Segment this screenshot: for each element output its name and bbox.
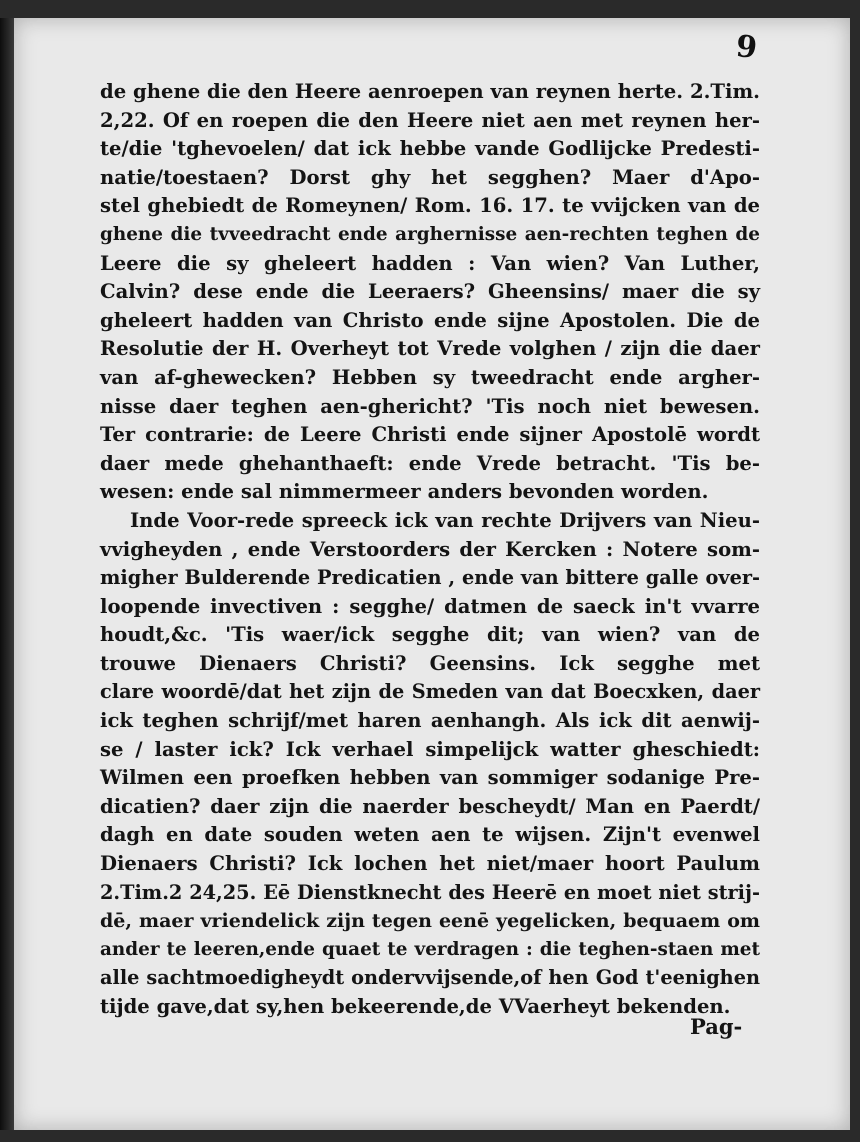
- text-line: ghene die tvveedracht ende arghernisse aen-rechten teghen de: [100, 223, 760, 245]
- text-line: dagh en date souden weten aen te wijsen. Zijn't evenwel: [100, 823, 760, 847]
- text-line: te/die 'tghevoelen/ dat ick hebbe vande Godlijcke Predesti-: [100, 137, 760, 161]
- text-line: houdt,&c. 'Tis waer/ick segghe dit; van wien? van de: [100, 623, 760, 647]
- text-line: Ter contrarie: de Leere Christi ende sijner Apostolē wordt: [100, 423, 760, 447]
- text-line: alle sachtmoedigheydt ondervvijsende,of hen God t'eenighen: [100, 966, 760, 990]
- page-number: 9: [734, 29, 759, 66]
- text-line: 2.Tim.2 24,25. Eē Dienstknecht des Heerē en moet niet strij-: [100, 880, 760, 904]
- text-line: 2,22. Of en roepen die den Heere niet aen met reynen her-: [100, 108, 760, 132]
- text-line: daer mede ghehanthaeft: ende Vrede betracht. 'Tis be-: [100, 451, 760, 475]
- text-line: van af-ghewecken? Hebben sy tweedracht ende argher-: [100, 365, 760, 389]
- book-gutter: [0, 18, 14, 1130]
- text-line: Dienaers Christi? Ick lochen het niet/maer hoort Paulum: [100, 852, 760, 876]
- text-line: migher Bulderende Predicatien , ende van bittere galle over-: [100, 566, 760, 590]
- text-line: natie/toestaen? Dorst ghy het segghen? Maer d'Apo-: [100, 165, 760, 189]
- text-line: se / laster ick? Ick verhael simpelijck watter gheschiedt:: [100, 737, 760, 761]
- text-line: Resolutie der H. Overheyt tot Vrede volghen / zijn die daer: [100, 337, 760, 361]
- text-line: nisse daer teghen aen-ghericht? 'Tis noch niet bewesen.: [100, 394, 760, 418]
- text-line: clare woordē/dat het zijn de Smeden van dat Boecxken, daer: [100, 680, 760, 704]
- text-line: Wilmen een proefken hebben van sommiger sodanige Pre-: [100, 766, 760, 790]
- text-line: stel ghebiedt de Romeynen/ Rom. 16. 17. te vvijcken van de: [100, 194, 760, 218]
- text-line: gheleert hadden van Christo ende sijne Apostolen. Die de: [100, 308, 760, 332]
- catchword: Pag-: [690, 1014, 743, 1039]
- text-line: de ghene die den Heere aenroepen van reynen herte. 2.Tim.: [100, 80, 760, 103]
- text-line: tijde gave,dat sy,hen bekeerende,de VVaerheyt bekenden.: [100, 995, 731, 1018]
- text-line: Inde Voor-rede spreeck ick van rechte Drijvers van Nieu-: [130, 508, 760, 532]
- text-line: dicatien? daer zijn die naerder bescheydt/ Man en Paerdt/: [100, 794, 760, 818]
- text-line: ick teghen schrijf/met haren aenhangh. Als ick dit aenwij-: [100, 709, 760, 733]
- text-line: ander te leeren,ende quaet te verdragen : die teghen-staen met: [100, 938, 760, 960]
- text-line: loopende invectiven : segghe/ datmen de saeck in't vvarre: [100, 594, 760, 618]
- text-line: trouwe Dienaers Christi? Geensins. Ick segghe met: [100, 651, 760, 675]
- text-line: Leere die sy gheleert hadden : Van wien? Van Luther,: [100, 251, 760, 275]
- text-line: vvigheyden , ende Verstoorders der Kercken : Notere som-: [100, 537, 760, 561]
- text-line: Calvin? dese ende die Leeraers? Gheensins/ maer die sy: [100, 280, 760, 304]
- text-line: dē, maer vriendelick zijn tegen eenē yegelicken, bequaem om: [100, 910, 760, 933]
- text-line: wesen: ende sal nimmermeer anders bevonden worden.: [100, 480, 709, 504]
- body-text: [100, 78, 760, 1022]
